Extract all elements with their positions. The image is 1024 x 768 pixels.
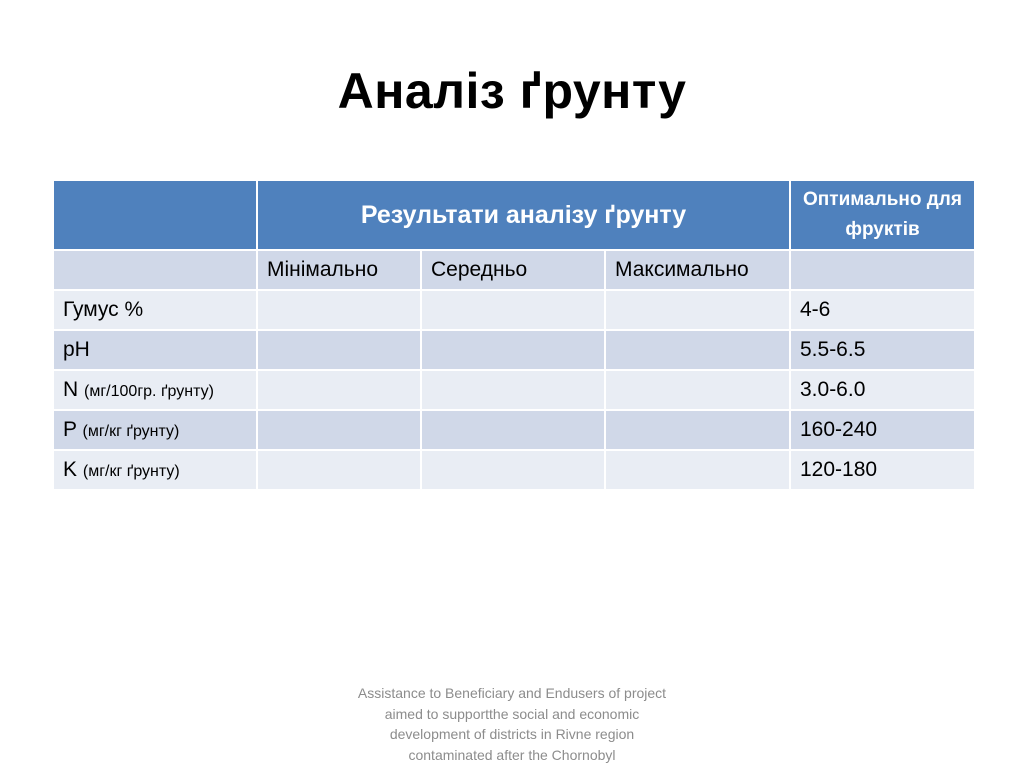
value-avg xyxy=(421,290,605,330)
param-cell xyxy=(53,290,257,330)
value-optimal: 4-6 xyxy=(790,290,975,330)
param-cell xyxy=(53,370,257,410)
value-optimal: 120-180 xyxy=(790,450,975,490)
param-cell xyxy=(53,330,257,370)
param-unit: (мг/100гр. ґрунту) xyxy=(84,383,214,400)
table-header-row xyxy=(53,180,975,250)
value-max xyxy=(605,450,790,490)
header-empty-cell xyxy=(53,180,257,250)
table-row xyxy=(53,290,975,330)
param-phosphorus: P xyxy=(63,418,77,441)
value-optimal: 5.5-6.5 xyxy=(790,330,975,370)
value-min xyxy=(257,370,421,410)
param-potassium: K xyxy=(63,458,78,481)
table-row xyxy=(53,450,975,490)
soil-analysis-table xyxy=(52,179,976,491)
param-cell xyxy=(53,450,257,490)
value-avg xyxy=(421,330,605,370)
subheader-max: Максимально xyxy=(605,250,790,290)
value-avg xyxy=(421,410,605,450)
subheader-min: Мінімально xyxy=(257,250,421,290)
value-max xyxy=(605,410,790,450)
param-nitrogen: N xyxy=(63,378,79,401)
value-avg xyxy=(421,370,605,410)
table-row xyxy=(53,330,975,370)
param-unit: (мг/кг ґрунту) xyxy=(82,423,180,440)
value-optimal: 160-240 xyxy=(790,410,975,450)
value-avg xyxy=(421,450,605,490)
header-results: Результати аналізу ґрунту xyxy=(257,180,790,250)
header-optimal: Оптимально для фруктів xyxy=(790,180,975,250)
table-row xyxy=(53,410,975,450)
table-subheader-row xyxy=(53,250,975,290)
footer-note: Assistance to Beneficiary and Endusers of project aimed to supportthe social and economic development of districts in Rivne region contaminated after the Chornobyl xyxy=(357,685,667,763)
table-row xyxy=(53,370,975,410)
subheader-avg: Середньо xyxy=(421,250,605,290)
subheader-empty-optimal xyxy=(790,250,975,290)
value-max xyxy=(605,370,790,410)
param-unit: (мг/кг ґрунту) xyxy=(82,463,180,480)
param-cell xyxy=(53,410,257,450)
value-min xyxy=(257,330,421,370)
value-min xyxy=(257,290,421,330)
subheader-empty-cell xyxy=(53,250,257,290)
param-humus: Гумус % xyxy=(63,298,144,321)
slide-title: Аналіз ґрунту xyxy=(337,63,687,119)
value-min xyxy=(257,410,421,450)
value-max xyxy=(605,290,790,330)
value-max xyxy=(605,330,790,370)
value-min xyxy=(257,450,421,490)
value-optimal: 3.0-6.0 xyxy=(790,370,975,410)
param-ph: pH xyxy=(63,338,90,361)
